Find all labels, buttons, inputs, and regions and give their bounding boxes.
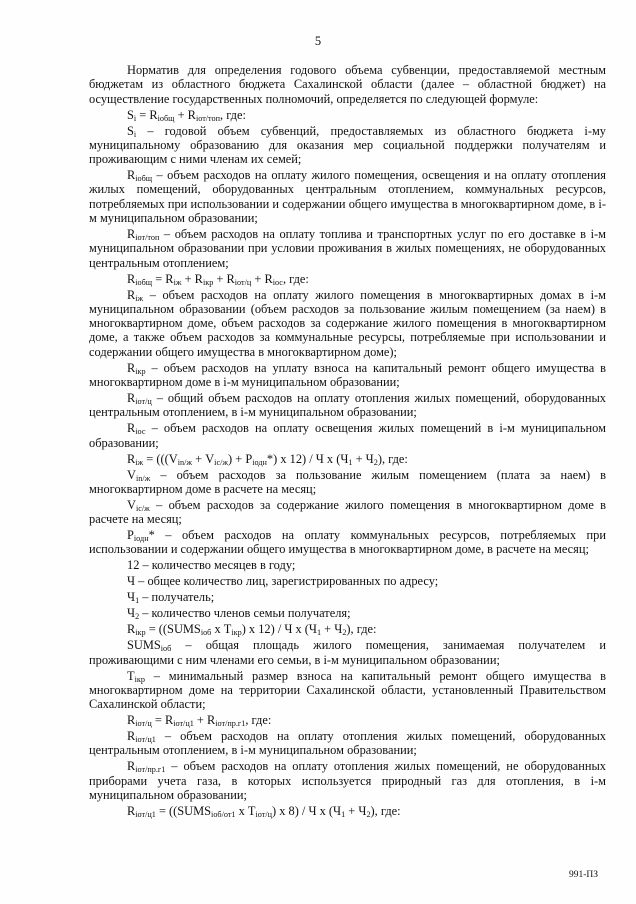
subscript: i bbox=[133, 129, 137, 139]
paragraph bbox=[89, 606, 606, 620]
subscript: ic/ж bbox=[135, 503, 150, 513]
text-run: R bbox=[127, 271, 136, 286]
paragraph bbox=[89, 622, 606, 636]
paragraph bbox=[89, 713, 606, 727]
text-run: ) х 12) / Ч х (Ч bbox=[241, 622, 317, 637]
subscript: 1 bbox=[341, 810, 346, 820]
document-body bbox=[89, 63, 606, 820]
subscript: iот/топ bbox=[135, 233, 160, 243]
subscript: iодн bbox=[252, 457, 267, 467]
text-run: V bbox=[127, 467, 136, 482]
subscript: iоб bbox=[160, 644, 172, 654]
subscript: iос bbox=[135, 427, 146, 437]
text-run: + Ч bbox=[352, 451, 374, 466]
text-run: , где: bbox=[245, 713, 272, 728]
text-run: х T bbox=[211, 622, 232, 637]
subscript: iобщ bbox=[135, 277, 153, 287]
text-run: = ((SUMS bbox=[155, 804, 212, 819]
subscript: iж bbox=[173, 277, 182, 287]
paragraph bbox=[89, 227, 606, 270]
subscript: iот/ц1 bbox=[135, 810, 156, 820]
text-run: Ч bbox=[127, 606, 136, 621]
text-run: *) х 12) / Ч х (Ч bbox=[266, 451, 349, 466]
text-run: – получатель; bbox=[139, 590, 215, 605]
subscript: 2 bbox=[373, 457, 378, 467]
subscript: 1 bbox=[348, 457, 353, 467]
paragraph bbox=[89, 498, 606, 527]
paragraph bbox=[89, 63, 606, 106]
text-run: Норматив для определения годового объема субвенции, предоставляемой местным бюджетам из областного бюджета Сахалинской области (далее – областной бюджет) на осуществление государственных полномочий, определяется по следующей формуле: bbox=[89, 63, 606, 106]
subscript: iж bbox=[135, 457, 144, 467]
text-run: SUMS bbox=[127, 638, 161, 653]
text-run: ), где: bbox=[346, 622, 377, 637]
text-run: V bbox=[127, 497, 136, 512]
text-run: R bbox=[127, 804, 136, 819]
text-run: + Ч bbox=[321, 622, 343, 637]
text-run: – общая площадь жилого помещения, занимаемая получателем и проживающими с ним членами его семьи, в i-м муниципальном образовании; bbox=[89, 638, 606, 667]
text-run: R bbox=[127, 729, 136, 744]
text-run: + R bbox=[174, 107, 196, 122]
text-run: + R bbox=[213, 271, 235, 286]
text-run: + R bbox=[251, 271, 273, 286]
text-run: + R bbox=[181, 271, 203, 286]
paragraph bbox=[89, 638, 606, 667]
subscript: iот/пр.г1 bbox=[215, 719, 246, 729]
text-run: – годовой объем субвенций, предоставляемых из областного бюджета i-му муниципальному образованию для оказания мер социальной поддержки получателям и проживающим с ними членам их семей; bbox=[89, 123, 606, 167]
paragraph bbox=[89, 361, 606, 390]
text-run: + R bbox=[193, 713, 216, 728]
paragraph bbox=[89, 804, 606, 818]
text-run: R bbox=[127, 168, 136, 183]
paragraph bbox=[89, 108, 606, 122]
paragraph bbox=[89, 729, 606, 758]
text-run: = ((SUMS bbox=[145, 622, 201, 637]
subscript: in/ж bbox=[177, 457, 193, 467]
text-run: R bbox=[127, 360, 136, 375]
subscript: 1 bbox=[135, 596, 140, 606]
text-run: + V bbox=[192, 451, 215, 466]
subscript: iкр bbox=[135, 366, 146, 376]
text-run: 12 – количество месяцев в году; bbox=[127, 558, 296, 573]
subscript: 2 bbox=[366, 810, 371, 820]
text-run: * – объем расходов на оплату коммунальных ресурсов, потребляемых при использовании и содержании общего имущества в многоквартирном доме, в расчете на месяц; bbox=[89, 528, 606, 557]
text-run: – объем расходов на уплату взноса на капитальный ремонт общего имущества в многоквартирном доме в i-м муниципальном образовании; bbox=[89, 360, 606, 390]
text-run: , где: bbox=[282, 271, 309, 286]
subscript: iот/пр.г1 bbox=[135, 765, 166, 775]
text-run: ) х 8) / Ч х (Ч bbox=[271, 804, 342, 819]
subscript: iобщ bbox=[157, 113, 175, 123]
text-run: S bbox=[127, 123, 134, 138]
paragraph bbox=[89, 759, 606, 802]
text-run: – объем расходов на оплату топлива и транспортных услуг по его доставке в i-м муниципальном образовании при условии проживания в жилых помещениях, не оборудованных центральным отоплением; bbox=[89, 227, 606, 270]
text-run: R bbox=[127, 759, 136, 774]
text-run: = (((V bbox=[143, 451, 178, 466]
text-run: Ч bbox=[127, 590, 136, 605]
subscript: iкр bbox=[134, 674, 145, 684]
subscript: iкр bbox=[202, 277, 214, 287]
text-run: ), где: bbox=[377, 451, 408, 466]
subscript: iот/ц1 bbox=[135, 735, 156, 745]
paragraph bbox=[89, 168, 606, 225]
paragraph bbox=[89, 391, 606, 420]
text-run: R bbox=[127, 622, 136, 637]
subscript: iкр bbox=[135, 628, 146, 638]
page-number: 5 bbox=[314, 34, 322, 48]
text-run: ) + P bbox=[228, 451, 253, 466]
text-run: S bbox=[127, 107, 134, 122]
subscript: iот/ц bbox=[135, 397, 152, 407]
subscript: iос bbox=[272, 277, 283, 287]
paragraph bbox=[89, 452, 606, 466]
paragraph bbox=[89, 468, 606, 497]
text-run: T bbox=[127, 668, 135, 683]
text-run: = R bbox=[151, 713, 174, 728]
text-run: = R bbox=[152, 271, 174, 286]
subscript: 1 bbox=[316, 628, 322, 638]
text-run: ), где: bbox=[370, 804, 401, 819]
text-run: – объем расходов на оплату жилого помещения в многоквартирных домах в i-м муниципальном образовании (объем расходов за пользование жилым помещением (за наем) в многоквартирном доме, объем расходов за содержание жилого помещения в многоквартирном доме, а также объем расходов за коммунальные ресурсы, потребляемые при использовании и содержании общего имущества в многоквартирном доме); bbox=[89, 287, 606, 359]
text-run: R bbox=[127, 227, 136, 242]
subscript: 2 bbox=[135, 612, 140, 622]
text-run: – объем расходов на оплату освещения жилых помещений в i-м муниципальном образовании; bbox=[89, 421, 606, 450]
text-run: – минимальный размер взноса на капитальный ремонт общего имущества в многоквартирном доме на территории Сахалинской области, установленный Правительством Сахалинской области; bbox=[89, 668, 606, 712]
subscript: i bbox=[133, 113, 137, 123]
text-run: R bbox=[127, 451, 136, 466]
text-run: – количество членов семьи получателя; bbox=[139, 606, 351, 621]
text-run: , где: bbox=[220, 107, 246, 122]
subscript: iобщ bbox=[135, 174, 153, 184]
paragraph bbox=[89, 558, 606, 572]
paragraph bbox=[89, 669, 606, 712]
subscript: iоб/от1 bbox=[211, 810, 236, 820]
subscript: iот/топ bbox=[195, 113, 220, 123]
text-run: R bbox=[127, 287, 136, 302]
text-run: – объем расходов за содержание жилого помещения в многоквартирном доме в расчете на месяц; bbox=[89, 497, 606, 527]
text-run: – объем расходов за пользование жилым помещением (плата за наем) в многоквартирном доме в расчете на месяц; bbox=[89, 467, 606, 496]
text-run: R bbox=[127, 421, 136, 436]
paragraph bbox=[89, 288, 606, 359]
text-run: – объем расходов на оплату жилого помещения, освещения и на оплату отопления жилых помещений, оборудованных центральным отоплением, коммунальных ресурсов, потребляемых при использовании и содержании общего имущества в многоквартирном доме, в i-м муниципальном образовании; bbox=[89, 168, 606, 226]
subscript: iот/ц bbox=[234, 277, 252, 287]
subscript: iот/ц bbox=[255, 810, 272, 820]
text-run: Ч – общее количество лиц, зарегистрированных по адресу; bbox=[127, 574, 439, 589]
subscript: iкр bbox=[231, 628, 242, 638]
paragraph bbox=[89, 421, 606, 450]
subscript: 2 bbox=[342, 628, 347, 638]
text-run: – объем расходов на оплату отопления жилых помещений, оборудованных центральным отоплением, в i-м муниципальном образовании; bbox=[89, 729, 606, 758]
paragraph bbox=[89, 528, 606, 557]
text-run: = R bbox=[136, 107, 158, 122]
paragraph bbox=[89, 590, 606, 604]
subscript: iот/ц bbox=[135, 719, 152, 729]
subscript: iж bbox=[135, 293, 144, 303]
text-run: – общий объем расходов на оплату отопления жилых помещений, оборудованных центральным отоплением, в i-м муниципальном образовании; bbox=[89, 391, 606, 420]
text-run: – объем расходов на оплату отопления жилых помещений, не оборудованных приборами учета газа, в которых используется природный газ для отопления, в i-м муниципальном образовании; bbox=[89, 759, 606, 803]
subscript: iот/ц1 bbox=[173, 719, 194, 729]
document-code: 991-ПЗ bbox=[568, 870, 598, 880]
paragraph bbox=[89, 574, 606, 588]
text-run: х T bbox=[235, 804, 256, 819]
paragraph bbox=[89, 124, 606, 167]
subscript: ic/ж bbox=[214, 457, 229, 467]
subscript: iоб bbox=[200, 628, 212, 638]
paragraph bbox=[89, 272, 606, 286]
text-run: R bbox=[127, 713, 136, 728]
subscript: iодн bbox=[133, 534, 149, 544]
text-run: P bbox=[127, 528, 134, 543]
text-run: + Ч bbox=[345, 804, 367, 819]
text-run: R bbox=[127, 391, 136, 406]
subscript: in/ж bbox=[135, 473, 151, 483]
